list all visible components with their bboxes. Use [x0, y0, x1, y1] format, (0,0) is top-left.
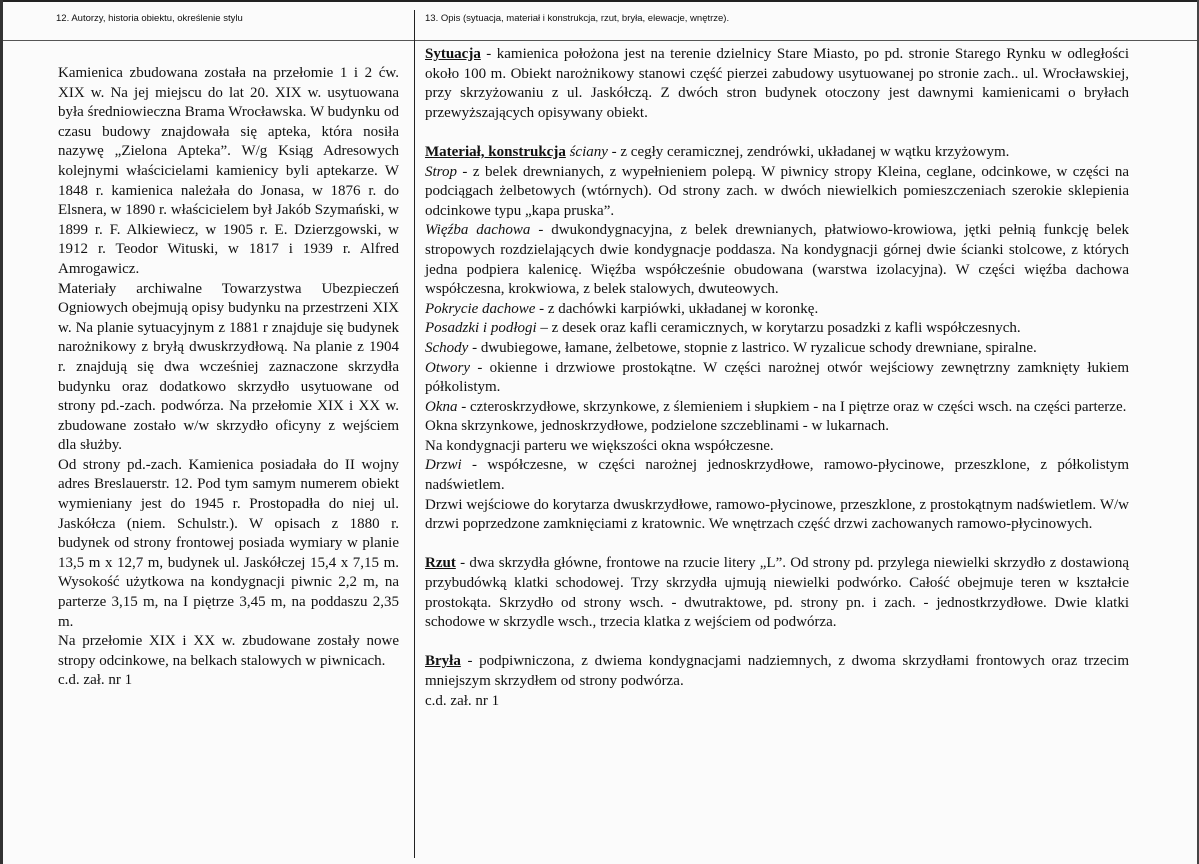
- material-text: - z cegły ceramicznej, zendrówki, układanej w wątku krzyżowym.: [607, 143, 1010, 160]
- massing-text: - podpiwniczona, z dwiema kondygnacjami nadziemnych, z dwoma skrzydłami frontowych oraz trzecim mniejszym skrzydłem od strony podwórza.: [425, 653, 1129, 689]
- material-item: [425, 300, 1129, 320]
- history-column: [58, 64, 399, 691]
- material-text: - współczesne, w części narożnej jednoskrzydłowe, ramowo-płycinowe, przeszklone, z półkolistym nadświetlem.: [425, 457, 1129, 494]
- situation-heading: Sytuacja: [425, 46, 481, 62]
- material-text: Na kondygnacji parteru we większości okna współczesne.: [425, 437, 774, 454]
- page-border-top: [0, 0, 1199, 2]
- plan-heading: Rzut: [425, 555, 456, 572]
- history-paragraph: Materiały archiwalne Towarzystwa Ubezpieczeń Ogniowych obejmują opisy budynku na przestrzeni XIX w. Na planie sytuacyjnym z 1881 r znajduje się budynek narożnikowy z bryłą dwuskrzydłową. Na planie z 1904 r. znajdują się dwa wcześniej zaznaczone skrzydła budynku oraz dodatkowo skrzydło usytuowane od strony pd.-zach. podwórza. Na przełomie XIX i XX w. zbudowane zostało w/w skrzydło oficyny z wejściem dla służby.: [58, 280, 399, 454]
- material-term: Pokrycie dachowe: [425, 300, 536, 317]
- situation-text: - kamienica położona jest na terenie dzielnicy Stare Miasto, po pd. stronie Starego Rynku w odległości około 100 m. Obiekt narożnikowy stanowi część pierzei zabudowy usytuowanej po stronie zach.. ul. Wrocławskiej, przy skrzyżowaniu z ul. Jaskółczą. Z dwóch stron budynek otoczony jest dawnymi kamienicami o bryłach przewyższających opisywany obiekt.: [425, 46, 1129, 121]
- material-item: [425, 339, 1129, 359]
- section-12-header: 12. Autorzy, historia obiektu, określenie stylu: [56, 13, 243, 24]
- material-item: [425, 437, 1129, 457]
- situation-paragraph: [425, 45, 1129, 123]
- continuation-note: c.d. zał. nr 1: [425, 692, 500, 709]
- material-text: - czteroskrzydłowe, skrzynkowe, z ślemieniem i słupkiem - na I piętrze oraz w części wsch. na części parterze.: [457, 398, 1127, 415]
- material-term: Strop: [425, 163, 457, 180]
- material-text: - dwubiegowe, łamane, żelbetowe, stopnie z lastrico. W ryzalicue schody drewniane, spiralne.: [468, 339, 1037, 356]
- plan-paragraph: [425, 554, 1129, 632]
- material-item: [425, 417, 1129, 437]
- material-term: ściany: [569, 143, 608, 160]
- description-column: [425, 45, 1129, 711]
- history-paragraph: Kamienica zbudowana została na przełomie 1 i 2 ćw. XIX w. Na jej miejscu do lat 20. XIX w. usytuowana była średniowieczna Brama Wrocławska. W budynku od czasu budowy znajdowała się apteka, która nosiła nazywę „Zielona Apteka”. W/g Ksiąg Adresowych kolejnymi właścicielami kamienicy byli aptekarze. W 1848 r. kamienica należała do Jonasa, w 1876 r. do Elsnera, w 1890 r. właścicielem był Jakób Szymański, w 1899 r. F. Alkiewiecz, w 1905 r. E. Dzierzgowski, w 1912 r. Teodor Wituski, w 1817 i 1939 r. Alfred Amrogawicz.: [58, 65, 399, 277]
- material-item: [425, 163, 1129, 222]
- material-text: - z belek drewnianych, z wypełnieniem polepą. W piwnicy stropy Kleina, ceglane, odcinkowe, w części na podciągach żelbetowych (wtórnych). Od strony zach. w dwóch niewielkich pomieszczeniach szerokie sklepienia odcinkowe typu „kapa pruska”.: [425, 163, 1129, 219]
- page-border-left: [0, 0, 3, 864]
- continuation-note: c.d. zał. nr 1: [58, 672, 133, 689]
- massing-heading: Bryła: [425, 653, 461, 670]
- material-text: - dwukondygnacyjna, z belek drewnianych, płatwiowo-krowiowa, jętki pełnią funkcję belek stropowych rozdzielających dwie kondygnacje poddasza. Na kondygnacji górnej dwie ścianki stolcowe, z których jedna podpiera kalenicę. Więźba współcześnie obudowana (warstwa izolacyjna). W części więźba dachowa współczesna, krokwiowa, z belek stalowych, dwuteowych.: [425, 222, 1130, 298]
- plan-text: - dwa skrzydła główne, frontowe na rzucie litery „L”. Od strony pd. przylega niewielki skrzydło z dostawioną przybudówką klatki schodowej. Trzy skrzydła ujmują niewielki podwórko. Całość obejmuje teren w kształcie prostokąta. Skrzydło od strony wsch. - dwutraktowe, pd. strony pn. i zach. - jednostkrzydłowe. Dwie klatki schodowe w skrzydle wsch., trzecia klatka z wejściem od podwórza.: [425, 555, 1129, 631]
- material-text: Okna skrzynkowe, jednoskrzydłowe, podzielone szczeblinami - w lukarnach.: [425, 418, 890, 435]
- material-term: Posadzki i podłogi: [425, 320, 537, 337]
- header-rule: [3, 40, 1197, 41]
- material-term: Okna: [425, 398, 458, 415]
- material-text: - okienne i drzwiowe prostokątne. W części narożnej otwór wejściowy zewnętrzny zamknięty łukiem półkolistym.: [425, 359, 1129, 396]
- material-item: [425, 456, 1129, 495]
- history-paragraph: Na przełomie XIX i XX w. zbudowane zostały nowe stropy odcinkowe, na belkach stalowych w piwnicach.: [58, 633, 399, 669]
- massing-paragraph: [425, 652, 1129, 691]
- material-text: – z desek oraz kafli ceramicznych, w korytarzu posadzki z kafli współczesnych.: [536, 320, 1021, 337]
- material-item: [425, 496, 1129, 535]
- material-term: Schody: [425, 339, 469, 356]
- material-text: Drzwi wejściowe do korytarza dwuskrzydłowe, ramowo-płycinowe, przeszklone, z prostokątnym nadświetlem. W/w drzwi poprzedzone zamknięciami z kratownic. We wnętrzach część drzwi zachowanych ramowo-płycinowych.: [425, 496, 1129, 533]
- material-item: [425, 319, 1129, 339]
- material-item: [425, 398, 1129, 418]
- material-text: - z dachówki karpiówki, układanej w koronkę.: [535, 300, 819, 317]
- history-paragraph: Od strony pd.-zach. Kamienica posiadała do II wojny adres Breslauerstr. 12. Pod tym samym numerem obiekt wymieniany jest do 1945 r. Prostopadła do niej ul. Jaskółcza (niem. Schulstr.). W opisach z 1880 r. budynek od strony frontowej posiada wymiary w planie 13,5 m x 12,7 m, budynek ul. Jaskółczej 15,4 x 7,15 m. Wysokość użytkowa na kondygnacji piwnic 2,2 m, na parterze 3,15 m, na I piętrze 3,45 m, na poddaszu 2,35 m.: [58, 456, 399, 630]
- material-heading: Materiał, konstrukcja: [425, 143, 566, 160]
- material-item: [425, 143, 1129, 163]
- material-item: [425, 359, 1129, 398]
- material-item: [425, 221, 1129, 299]
- material-term: Otwory: [425, 359, 470, 376]
- section-13-header: 13. Opis (sytuacja, materiał i konstrukcja, rzut, bryła, elewacje, wnętrze).: [425, 13, 730, 24]
- column-divider: [414, 10, 415, 858]
- material-term: Drzwi: [425, 457, 462, 474]
- material-term: Więźba dachowa: [425, 222, 531, 239]
